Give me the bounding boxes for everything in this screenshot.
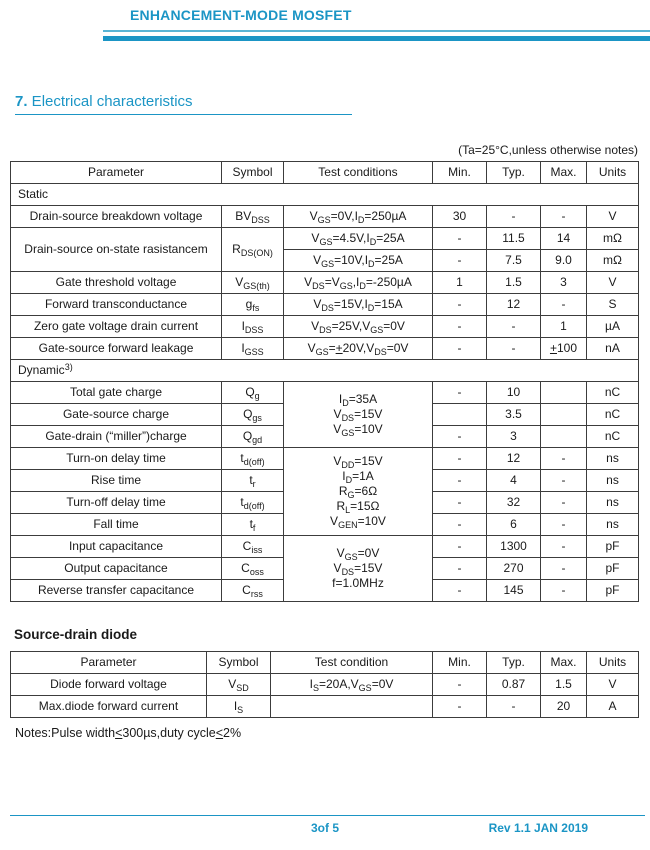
test-condition-note: (Ta=25°C,unless otherwise notes) [458, 143, 638, 157]
table-header-row [11, 162, 639, 184]
table-cell: - [433, 382, 487, 404]
table-cell: ns [587, 492, 639, 514]
table-row [11, 448, 639, 470]
table-cell: - [433, 250, 487, 272]
table-cell: $V_{GS}=0V$ $V_{DS}=15V$ f=1.0MHz [284, 536, 433, 602]
table-cell: Reverse transfer capacitance [11, 580, 222, 602]
header-rule-thick [103, 36, 650, 41]
data-table [10, 651, 639, 718]
table-cell: mΩ [587, 250, 639, 272]
column-header: Parameter [11, 162, 222, 184]
table-cell: - [541, 580, 587, 602]
table-cell: $R_{DS(ON)}$ [222, 228, 284, 272]
source-drain-diode-table [10, 651, 639, 718]
table-cell: A [587, 696, 639, 718]
table-cell: - [433, 448, 487, 470]
table-cell: - [433, 426, 487, 448]
table-cell: 12 [487, 448, 541, 470]
table-cell: $t_r$ [222, 470, 284, 492]
table-cell: - [433, 674, 487, 696]
table-cell: pF [587, 536, 639, 558]
table-cell: Diode forward voltage [11, 674, 207, 696]
table-cell: +100 [541, 338, 587, 360]
table-row [11, 338, 639, 360]
table-cell: Gate-source charge [11, 404, 222, 426]
table-cell: 9.0 [541, 250, 587, 272]
table-cell: $I_S=20A,V_{GS}=0V$ [271, 674, 433, 696]
table-cell: - [541, 206, 587, 228]
table-cell: Drain-source breakdown voltage [11, 206, 222, 228]
table-cell: $V_{DS}=15V,I_D=15A$ [284, 294, 433, 316]
table-row [11, 206, 639, 228]
table-cell: 1 [433, 272, 487, 294]
table-cell: mΩ [587, 228, 639, 250]
table-row [11, 382, 639, 404]
table-cell: Gate-drain (“miller”)charge [11, 426, 222, 448]
footer-rule [10, 815, 645, 816]
table-cell: 1 [541, 316, 587, 338]
table-cell: $Q_g$ [222, 382, 284, 404]
footer-revision: Rev 1.1 JAN 2019 [488, 821, 588, 835]
table-cell: Output capacitance [11, 558, 222, 580]
table-cell: 1300 [487, 536, 541, 558]
table-cell [541, 426, 587, 448]
table-cell [541, 382, 587, 404]
table-cell: Turn-off delay time [11, 492, 222, 514]
section-heading [15, 93, 352, 115]
electrical-characteristics-table [10, 161, 639, 602]
table-cell: $I_S$ [207, 696, 271, 718]
table-cell: - [433, 558, 487, 580]
table-cell: 14 [541, 228, 587, 250]
header-rule-thin [103, 30, 650, 32]
column-header: Symbol [207, 652, 271, 674]
table-cell: Drain-source on-state rasistancem [11, 228, 222, 272]
table-cell: 3 [541, 272, 587, 294]
table-cell: - [433, 316, 487, 338]
notes-line: Notes:Pulse width<300µs,duty cycle<2% [15, 726, 242, 740]
table-row [11, 360, 639, 382]
table-row [11, 228, 639, 250]
table-cell: - [541, 492, 587, 514]
table-cell: $V_{GS(th)}$ [222, 272, 284, 294]
table-cell: 1.5 [541, 674, 587, 696]
table-cell: Total gate charge [11, 382, 222, 404]
table-cell: pF [587, 558, 639, 580]
table-cell: $g_{fs}$ [222, 294, 284, 316]
table-cell: 145 [487, 580, 541, 602]
footer-page-number: 3of 5 [310, 821, 339, 835]
column-header: Test condition [271, 652, 433, 674]
table-cell: Max.diode forward current [11, 696, 207, 718]
table-cell: $V_{GS}=+20V,V_{DS}=0V$ [284, 338, 433, 360]
table-cell [433, 404, 487, 426]
table-cell: - [433, 228, 487, 250]
table-cell: 6 [487, 514, 541, 536]
column-header: Min. [433, 162, 487, 184]
table-cell: Turn-on delay time [11, 448, 222, 470]
table-cell: 11.5 [487, 228, 541, 250]
table-cell: $I_D=35A$ $V_{DS}=15V$ $V_{GS}=10V$ [284, 382, 433, 448]
section-row-cell: Dynamic$^{3)}$ [11, 360, 639, 382]
table-cell: $Q_{gs}$ [222, 404, 284, 426]
data-table [10, 161, 639, 602]
table-cell: nA [587, 338, 639, 360]
table-cell: $V_{DD}=15V$ $I_D=1A$ $R_G=6\Omega$ $R_L=15\Omega$ $V_{GEN}=10V$ [284, 448, 433, 536]
table-cell: Forward transconductance [11, 294, 222, 316]
table-cell: 270 [487, 558, 541, 580]
column-header: Typ. [487, 162, 541, 184]
table-cell: nC [587, 426, 639, 448]
table-cell: nC [587, 382, 639, 404]
table-cell [541, 404, 587, 426]
table-cell: nC [587, 404, 639, 426]
table-cell: 32 [487, 492, 541, 514]
table-cell: ns [587, 470, 639, 492]
table-cell: - [433, 492, 487, 514]
table-row [11, 696, 639, 718]
table-cell: Rise time [11, 470, 222, 492]
table-cell: ns [587, 514, 639, 536]
table-cell: $t_{d(off)}$ [222, 492, 284, 514]
table-cell: V [587, 272, 639, 294]
table-cell: - [433, 580, 487, 602]
table-cell: - [541, 536, 587, 558]
table-cell: - [541, 514, 587, 536]
column-header: Max. [541, 652, 587, 674]
table-cell: 7.5 [487, 250, 541, 272]
column-header: Typ. [487, 652, 541, 674]
table-row [11, 184, 639, 206]
table-cell: - [487, 696, 541, 718]
column-header: Units [587, 652, 639, 674]
table-cell: 10 [487, 382, 541, 404]
column-header: Symbol [222, 162, 284, 184]
table-cell: µA [587, 316, 639, 338]
diode-section-title: Source-drain diode [14, 627, 138, 642]
section-name: Electrical characteristics [27, 93, 193, 110]
table-cell: Zero gate voltage drain current [11, 316, 222, 338]
table-cell: $BV_{DSS}$ [222, 206, 284, 228]
table-cell: - [433, 514, 487, 536]
table-cell: $C_{oss}$ [222, 558, 284, 580]
table-cell: - [487, 316, 541, 338]
table-cell: - [433, 470, 487, 492]
table-row [11, 536, 639, 558]
table-cell: - [433, 338, 487, 360]
table-cell: S [587, 294, 639, 316]
table-cell: 3.5 [487, 404, 541, 426]
table-row [11, 294, 639, 316]
table-cell [271, 696, 433, 718]
table-cell: ns [587, 448, 639, 470]
section-row-cell: Static [11, 184, 639, 206]
document-title: ENHANCEMENT-MODE MOSFET [130, 7, 352, 23]
table-cell: 30 [433, 206, 487, 228]
table-header-row [11, 652, 639, 674]
table-cell: 0.87 [487, 674, 541, 696]
table-cell: Input capacitance [11, 536, 222, 558]
table-cell: $t_f$ [222, 514, 284, 536]
column-header: Min. [433, 652, 487, 674]
table-cell: $V_{GS}=4.5V,I_D=25A$ [284, 228, 433, 250]
table-cell: Gate threshold voltage [11, 272, 222, 294]
table-cell: 3 [487, 426, 541, 448]
table-cell: Fall time [11, 514, 222, 536]
table-cell: 12 [487, 294, 541, 316]
table-row [11, 272, 639, 294]
table-cell: - [541, 294, 587, 316]
table-cell: - [541, 558, 587, 580]
table-cell: $V_{GS}=0V,I_D=250\mu A$ [284, 206, 433, 228]
column-header: Units [587, 162, 639, 184]
table-row [11, 674, 639, 696]
table-cell: $t_{d(off)}$ [222, 448, 284, 470]
table-cell: - [541, 470, 587, 492]
table-cell: - [541, 448, 587, 470]
table-cell: - [433, 696, 487, 718]
table-cell: 4 [487, 470, 541, 492]
table-cell: pF [587, 580, 639, 602]
table-cell: V [587, 674, 639, 696]
table-cell: - [433, 294, 487, 316]
column-header: Max. [541, 162, 587, 184]
column-header: Test conditions [284, 162, 433, 184]
table-cell: - [487, 338, 541, 360]
table-cell: Gate-source forward leakage [11, 338, 222, 360]
table-cell: $V_{SD}$ [207, 674, 271, 696]
table-cell: $V_{DS}=25V,V_{GS}=0V$ [284, 316, 433, 338]
table-cell: - [433, 536, 487, 558]
table-cell: $Q_{gd}$ [222, 426, 284, 448]
table-cell: 20 [541, 696, 587, 718]
table-cell: $C_{iss}$ [222, 536, 284, 558]
table-cell: V [587, 206, 639, 228]
table-cell: $I_{DSS}$ [222, 316, 284, 338]
table-cell: 1.5 [487, 272, 541, 294]
table-cell: $V_{DS}=V_{GS},I_D=-250\mu A$ [284, 272, 433, 294]
table-cell: - [487, 206, 541, 228]
table-cell: $C_{rss}$ [222, 580, 284, 602]
table-row [11, 316, 639, 338]
column-header: Parameter [11, 652, 207, 674]
table-cell: $I_{GSS}$ [222, 338, 284, 360]
table-cell: $V_{GS}=10V,I_D=25A$ [284, 250, 433, 272]
section-number: 7. [15, 93, 28, 110]
